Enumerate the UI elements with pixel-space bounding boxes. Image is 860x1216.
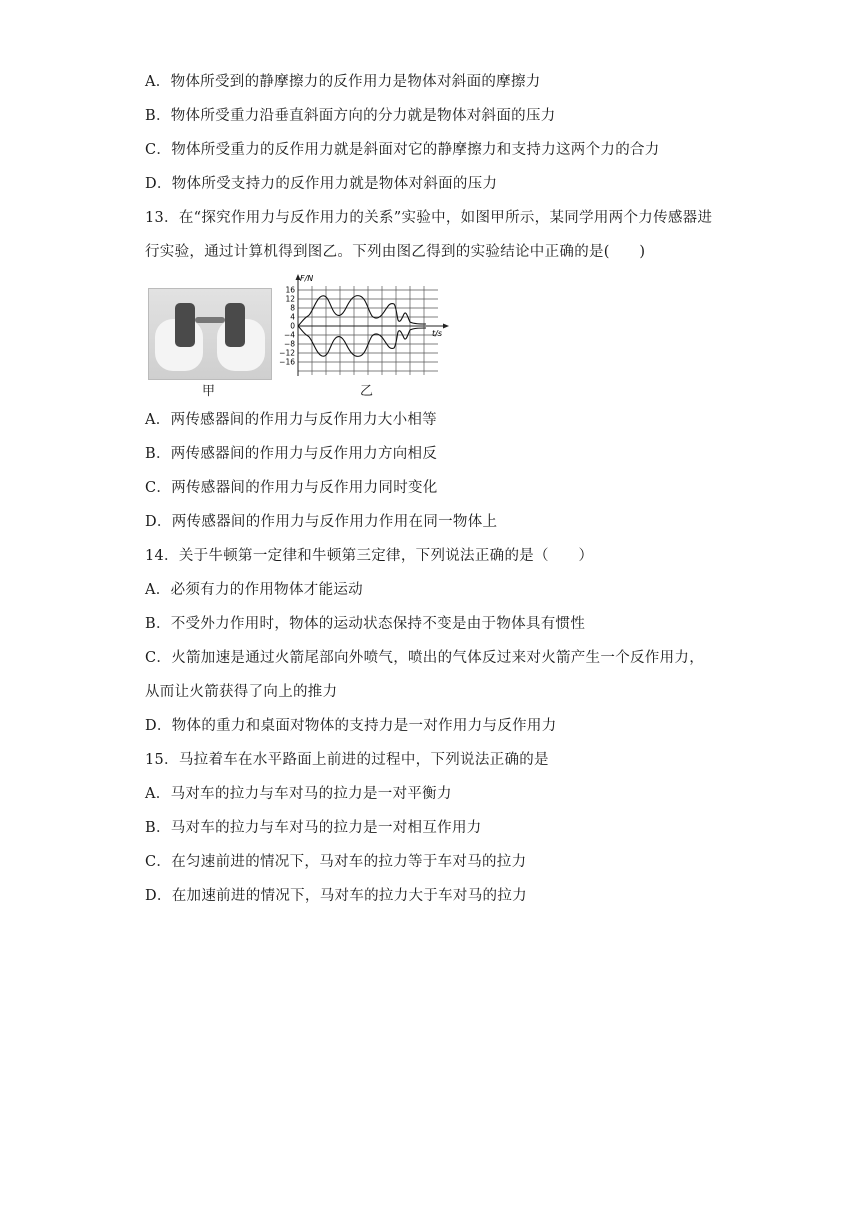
q13-figure — [148, 272, 448, 400]
q12-option-b: B．物体所受重力沿垂直斜面方向的分力就是物体对斜面的压力 — [145, 108, 556, 124]
y-tick-label: 8 — [290, 303, 295, 313]
y-axis-label: F/N — [300, 274, 314, 283]
q14-option-c: C．火箭加速是通过火箭尾部向外喷气，喷出的气体反过来对火箭产生一个反作用力， — [145, 650, 704, 666]
q15-option-d: D．在加速前进的情况下，马对车的拉力大于车对马的拉力 — [145, 888, 527, 904]
q13-option-b: B．两传感器间的作用力与反作用力方向相反 — [145, 446, 438, 462]
caption-left: 甲 — [202, 384, 216, 399]
q14-option-d: D．物体的重力和桌面对物体的支持力是一对作用力与反作用力 — [145, 718, 557, 734]
force-time-graph — [270, 272, 450, 384]
q14-option-a: A．必须有力的作用物体才能运动 — [145, 582, 363, 598]
q13-stem-line1: 13．在“探究作用力与反作用力的关系”实验中，如图甲所示，某同学用两个力传感器进 — [145, 210, 713, 226]
force-curve-upper — [298, 296, 426, 326]
caption-right: 乙 — [360, 384, 374, 399]
y-tick-label: −12 — [279, 348, 295, 358]
q13-stem-line2: 行实验，通过计算机得到图乙。下列由图乙得到的实验结论中正确的是( ) — [145, 244, 646, 260]
q15-option-b: B．马对车的拉力与车对马的拉力是一对相互作用力 — [145, 820, 482, 836]
q13-option-a: A．两传感器间的作用力与反作用力大小相等 — [145, 412, 437, 428]
q12-option-c: C．物体所受重力的反作用力就是斜面对它的静摩擦力和支持力这两个力的合力 — [145, 142, 660, 158]
q13-option-c: C．两传感器间的作用力与反作用力同时变化 — [145, 480, 438, 496]
y-tick-label: 0 — [290, 321, 295, 331]
y-tick-label: 4 — [290, 312, 295, 322]
x-axis-label: t/s — [432, 329, 442, 338]
y-tick-label: −8 — [283, 339, 295, 349]
q15-option-c: C．在匀速前进的情况下，马对车的拉力等于车对马的拉力 — [145, 854, 527, 870]
q13-option-d: D．两传感器间的作用力与反作用力作用在同一物体上 — [145, 514, 498, 530]
force-curve-lower — [298, 326, 426, 356]
y-tick-label: 16 — [285, 285, 295, 295]
y-tick-label: 12 — [285, 294, 295, 304]
q12-option-a: A．物体所受到的静摩擦力的反作用力是物体对斜面的摩擦力 — [145, 74, 541, 90]
q15-stem: 15．马拉着车在水平路面上前进的过程中，下列说法正确的是 — [145, 752, 549, 768]
y-tick-label: −16 — [279, 357, 295, 367]
q15-option-a: A．马对车的拉力与车对马的拉力是一对平衡力 — [145, 786, 452, 802]
force-sensors-photo — [148, 288, 272, 380]
q12-option-d: D．物体所受支持力的反作用力就是物体对斜面的压力 — [145, 176, 498, 192]
q14-stem: 14．关于牛顿第一定律和牛顿第三定律，下列说法正确的是（ ） — [145, 548, 594, 564]
q14-option-b: B．不受外力作用时，物体的运动状态保持不变是由于物体具有惯性 — [145, 616, 586, 632]
q14-option-c-continued: 从而让火箭获得了向上的推力 — [145, 684, 338, 700]
y-tick-label: −4 — [283, 330, 295, 340]
